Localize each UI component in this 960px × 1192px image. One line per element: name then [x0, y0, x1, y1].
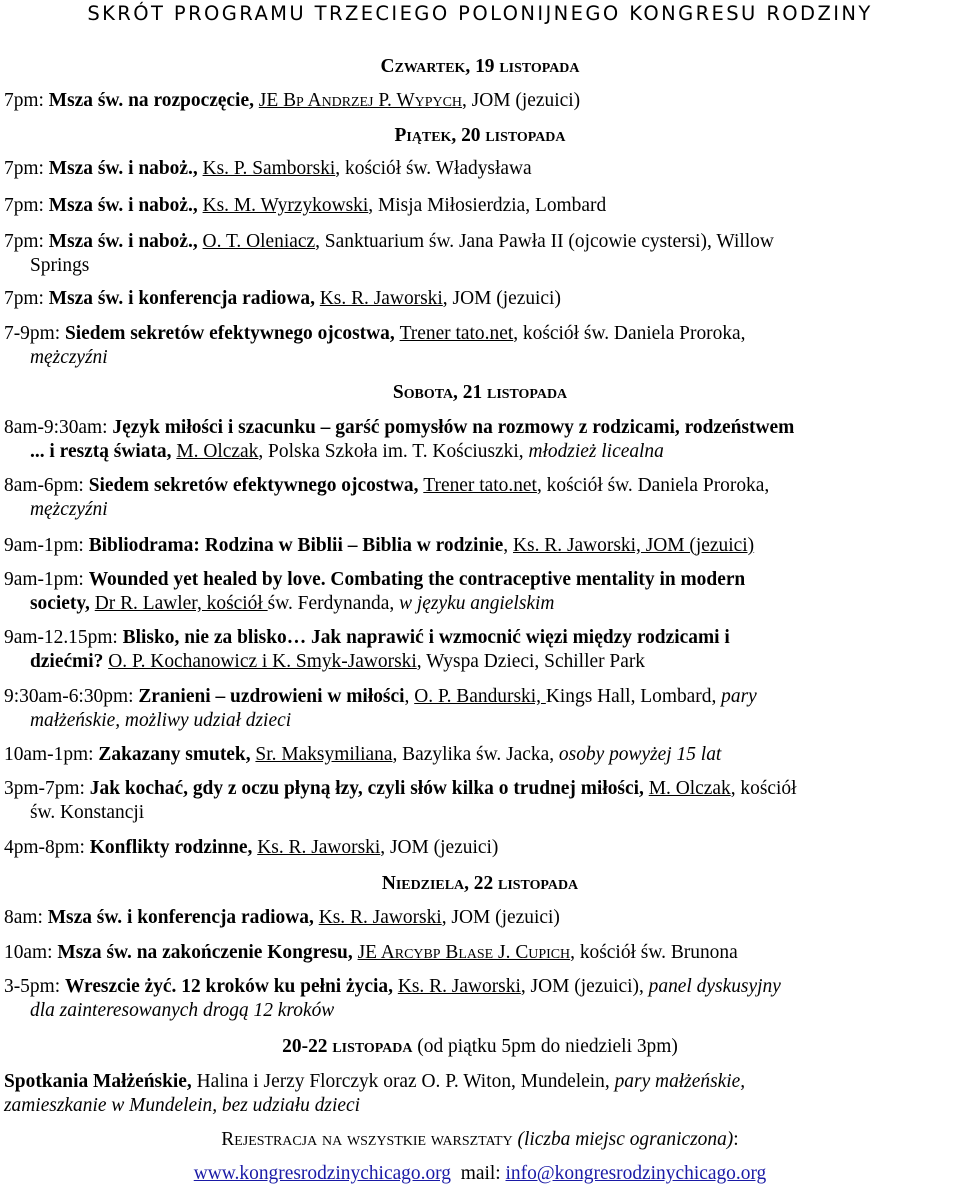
event-person: O. P. Bandurski, [414, 686, 546, 707]
event-item: 7pm: Msza św. i konferencja radiowa, Ks. R. Jaworski, JOM (jezuici) [4, 288, 561, 309]
event-item: 7pm: Msza św. i naboż., Ks. P. Samborski, kościół św. Władysława [4, 158, 532, 179]
event-audience: mężczyźni [30, 499, 108, 520]
event-audience: mężczyźni [30, 347, 108, 368]
event-item-continuation: ... i resztą świata, M. Olczak, Polska Szkoła im. T. Kościuszki, młodzież licealna [30, 441, 664, 462]
event-item-continuation: society, Dr R. Lawler, kościół św. Ferdynanda, w języku angielskim [30, 593, 555, 614]
event-item: 9am-12.15pm: Blisko, nie za blisko… Jak naprawić i wzmocnić więzi między rodzicami i [4, 627, 730, 648]
event-item: 7pm: Msza św. i naboż., O. T. Oleniacz, Sanktuarium św. Jana Pawła II (ojcowie cystersi), Willow [4, 231, 774, 252]
event-audience: dla zainteresowanych drogą 12 kroków [30, 1000, 335, 1021]
day-heading-thursday: Czwartek, 19 listopada [380, 56, 580, 77]
event-item: 7-9pm: Siedem sekretów efektywnego ojcostwa, Trener tato.net, kościół św. Daniela Proroka, [4, 323, 746, 344]
event-audience: małżeńskie, możliwy udział dzieci [30, 710, 292, 731]
event-item-continuation: św. Konstancji [30, 802, 145, 823]
event-person: M. Olczak [648, 778, 731, 799]
event-item: 10am: Msza św. na zakończenie Kongresu, JE Arcybp Blase J. Cupich, kościół św. Brunona [4, 942, 738, 963]
website-link[interactable]: www.kongresrodzinychicago.org [193, 1163, 452, 1184]
event-item: 9am-1pm: Bibliodrama: Rodzina w Biblii – Biblia w rodzinie, Ks. R. Jaworski, JOM (jezuici) [4, 535, 755, 556]
event-item: Spotkania Małżeńskie, Halina i Jerzy Florczyk oraz O. P. Witon, Mundelein, pary małżeńskie, [4, 1071, 746, 1092]
event-item: 8am: Msza św. i konferencja radiowa, Ks. R. Jaworski, JOM (jezuici) [4, 907, 560, 928]
event-audience: osoby powyżej 15 lat [558, 744, 722, 765]
event-audience: zamieszkanie w Mundelein, bez udziału dzieci [4, 1095, 361, 1116]
registration-line: Rejestracja na wszystkie warsztaty (liczba miejsc ograniczona): [221, 1129, 739, 1150]
event-item: 9:30am-6:30pm: Zranieni – uzdrowieni w miłości, O. P. Bandurski, Kings Hall, Lombard, pary [4, 686, 757, 707]
event-person: Ks. M. Wyrzykowski [202, 195, 369, 216]
event-item: 9am-1pm: Wounded yet healed by love. Combating the contraceptive mentality in modern [4, 569, 746, 590]
email-link[interactable]: info@kongresrodzinychicago.org [505, 1163, 767, 1184]
event-item: 3-5pm: Wreszcie żyć. 12 kroków ku pełni życia, Ks. R. Jaworski, JOM (jezuici), panel dyskusyjny [4, 976, 781, 997]
event-person: Ks. R. Jaworski [318, 907, 442, 928]
event-item: 3pm-7pm: Jak kochać, gdy z oczu płyną łzy, czyli słów kilka o trudnej miłości, M. Olczak, kościół [4, 778, 797, 799]
event-language: w języku angielskim [399, 593, 555, 614]
event-person: Trener tato.net [399, 323, 514, 344]
footer-contact: www.kongresrodzinychicago.org mail: info@kongresrodzinychicago.org [193, 1163, 767, 1184]
event-person: Ks. R. Jaworski [397, 976, 521, 997]
event-person: O. P. Kochanowicz i K. Smyk-Jaworski [108, 651, 417, 672]
day-heading-sunday: Niedziela, 22 listopada [381, 873, 579, 894]
event-person: Sr. Maksymiliana [255, 744, 393, 765]
day-heading-friday: Piątek, 20 listopada [394, 125, 566, 146]
event-person: Ks. R. Jaworski [319, 288, 443, 309]
event-item: 7pm: Msza św. i naboż., Ks. M. Wyrzykowski, Misja Miłosierdzia, Lombard [4, 195, 607, 216]
event-person: Trener tato.net [423, 475, 537, 496]
event-person: JE Arcybp Blase J. Cupich [357, 942, 571, 963]
date-range-heading: 20-22 listopada (od piątku 5pm do niedzieli 3pm) [282, 1036, 678, 1057]
event-person: Ks. R. Jaworski, JOM (jezuici) [512, 535, 755, 556]
event-item-continuation: dziećmi? O. P. Kochanowicz i K. Smyk-Jaworski, Wyspa Dzieci, Schiller Park [30, 651, 646, 672]
event-person: O. T. Oleniacz [202, 231, 316, 252]
event-person: M. Olczak [176, 441, 259, 462]
event-item-continuation: Springs [30, 255, 90, 276]
event-person: Ks. R. Jaworski [257, 837, 381, 858]
event-item: 7pm: Msza św. na rozpoczęcie, JE Bp Andrzej P. Wypych, JOM (jezuici) [4, 90, 581, 111]
event-item: 8am-9:30am: Język miłości i szacunku – garść pomysłów na rozmowy z rodzicami, rodzeństwem [4, 417, 795, 438]
day-heading-saturday: Sobota, 21 listopada [392, 382, 568, 403]
event-item: 10am-1pm: Zakazany smutek, Sr. Maksymiliana, Bazylika św. Jacka, osoby powyżej 15 lat [4, 744, 722, 765]
event-person: Dr R. Lawler, kościół [94, 593, 268, 614]
event-audience: młodzież licealna [528, 441, 664, 462]
event-person: Ks. P. Samborski [202, 158, 336, 179]
event-person: JE Bp Andrzej P. Wypych [258, 90, 462, 111]
event-item: 4pm-8pm: Konflikty rodzinne, Ks. R. Jaworski, JOM (jezuici) [4, 837, 499, 858]
event-item: 8am-6pm: Siedem sekretów efektywnego ojcostwa, Trener tato.net, kościół św. Daniela Proroka, [4, 475, 770, 496]
document-header: SKRÓT PROGRAMU TRZECIEGO POLONIJNEGO KONGRESU RODZINY [87, 2, 873, 25]
